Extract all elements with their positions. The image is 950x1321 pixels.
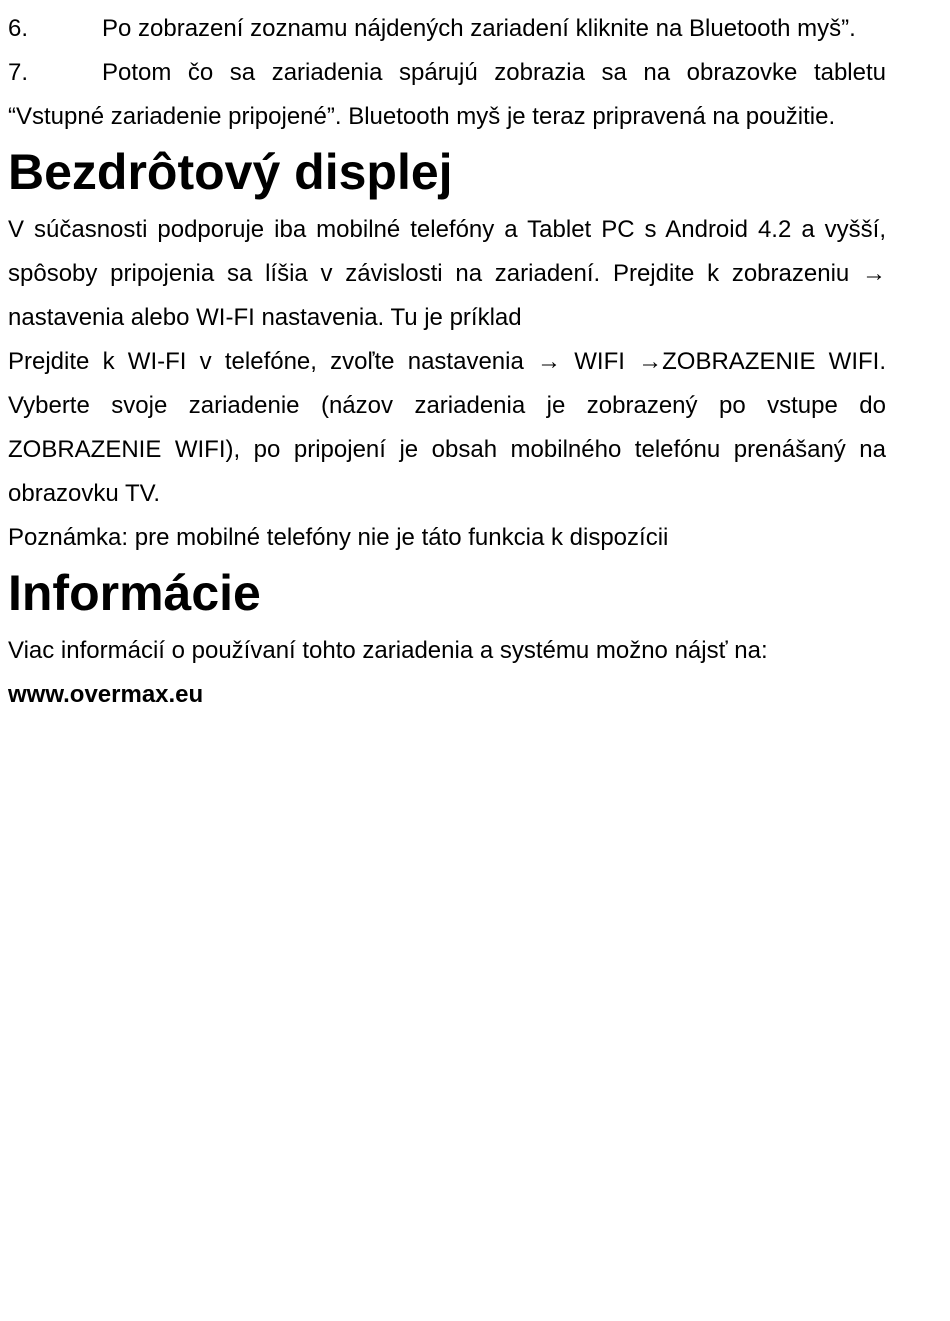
information-paragraph bbox=[8, 629, 886, 717]
step-7 bbox=[8, 51, 886, 139]
step-text: Potom čo sa zariadenia spárujú zobrazia sa na obrazovke tabletu “Vstupné zariadenie pripojené”. Bluetooth myš je teraz pripravená na použitie. bbox=[8, 59, 886, 130]
information-text: Viac informácií o používaní tohto zariadenia a systému možno nájsť na: bbox=[8, 637, 768, 664]
wireless-display-note: Poznámka: pre mobilné telefóny nie je táto funkcia k dispozícii bbox=[8, 524, 669, 551]
document-page bbox=[8, 7, 886, 717]
website-link[interactable]: www.overmax.eu bbox=[8, 681, 204, 708]
wireless-display-paragraph: V súčasnosti podporuje iba mobilné telefóny a Tablet PC s Android 4.2 a vyšší, spôsoby pripojenia sa líšia v závislosti na zariadení. Prejdite k zobrazeniu → nastavenia alebo WI-FI nastavenia. Tu je príklad bbox=[8, 216, 886, 331]
step-text: Po zobrazení zoznamu nájdených zariadení kliknite na Bluetooth myš”. bbox=[102, 15, 856, 42]
wireless-display-instructions: Prejdite k WI-FI v telefóne, zvoľte nastavenia → WIFI →ZOBRAZENIE WIFI. Vyberte svoje zariadenie (názov zariadenia je zobrazený po vstupe do ZOBRAZENIE WIFI), po pripojení je obsah mobilného telefónu prenášaný na obrazovku TV. bbox=[8, 348, 886, 507]
step-6 bbox=[8, 7, 886, 51]
step-number: 7. bbox=[8, 59, 29, 86]
wireless-display-heading: Bezdrôtový displej bbox=[8, 144, 453, 200]
information-heading: Informácie bbox=[8, 565, 261, 621]
step-number: 6. bbox=[8, 15, 29, 42]
